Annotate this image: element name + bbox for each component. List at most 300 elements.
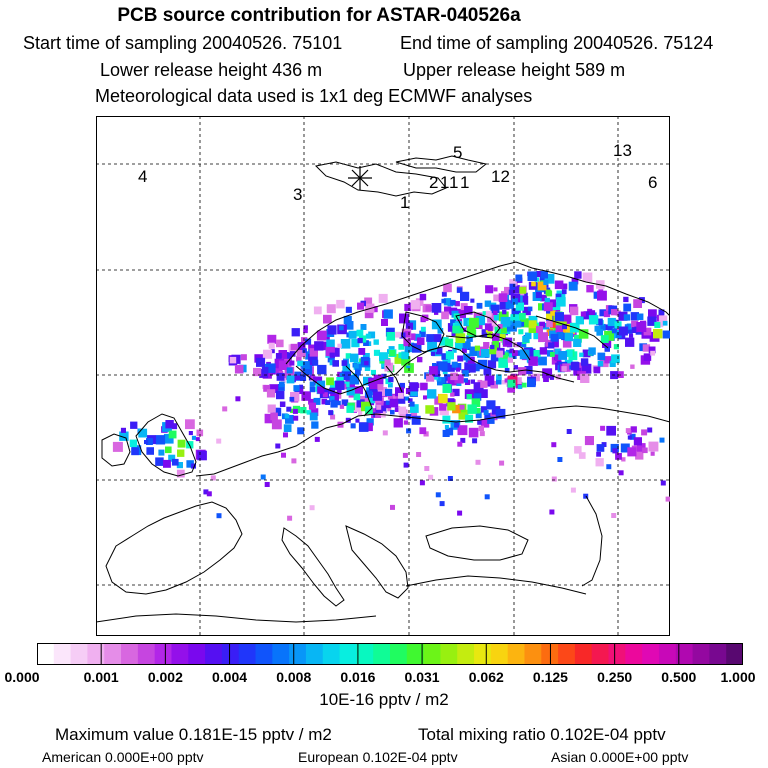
concentration-cell [481, 349, 490, 358]
concentration-cell [398, 393, 404, 399]
concentration-cell [428, 475, 433, 480]
concentration-cell [371, 370, 376, 375]
end-time-label: End time of sampling [400, 33, 569, 53]
concentration-cell [394, 418, 403, 427]
colorbar-tick-label: 0.062 [468, 669, 504, 685]
concentration-cell [457, 511, 462, 516]
concentration-cell [291, 344, 298, 351]
upper-release-height [403, 60, 625, 81]
concentration-cell [636, 322, 646, 332]
concentration-cell [425, 405, 434, 414]
concentration-cell [445, 425, 449, 429]
concentration-cell [256, 358, 265, 367]
concentration-cell [314, 307, 322, 315]
concentration-cell [596, 329, 603, 336]
concentration-cell [331, 400, 335, 404]
concentration-cell [615, 453, 622, 460]
concentration-cell [600, 426, 605, 431]
concentration-cell [441, 312, 449, 320]
colorbar-cell [289, 643, 306, 665]
colorbar-cell [356, 643, 373, 665]
concentration-cell [471, 380, 475, 384]
concentration-cell [379, 294, 388, 303]
concentration-cell [531, 282, 536, 287]
concentration-cell [358, 412, 362, 416]
concentration-cell [355, 419, 359, 423]
concentration-cell [405, 397, 409, 401]
concentration-cell [421, 327, 426, 332]
concentration-cell [666, 497, 670, 502]
colorbar-cell [457, 643, 474, 665]
concentration-cell [623, 297, 628, 302]
concentration-cell [486, 311, 492, 317]
colorbar-tick-label: 0.031 [404, 669, 440, 685]
concentration-cell [476, 460, 481, 465]
concentration-cell [446, 351, 454, 359]
map-label: 1 [400, 193, 410, 212]
concentration-cell [467, 404, 477, 414]
concentration-cell [597, 444, 605, 452]
footprint-map [96, 116, 670, 636]
concentration-cell [424, 466, 429, 471]
concentration-cell [644, 353, 652, 361]
concentration-cell [452, 326, 460, 334]
colorbar-cell [541, 643, 558, 665]
concentration-cell [410, 402, 415, 407]
concentration-cell [663, 331, 670, 339]
concentration-cell [326, 377, 334, 385]
concentration-cell [192, 436, 196, 440]
concentration-cell [267, 335, 276, 344]
colorbar-tick-label: 0.000 [4, 669, 40, 685]
concentration-cell [350, 354, 359, 363]
concentration-cell [270, 413, 278, 421]
colorbar-cell [508, 643, 525, 665]
concentration-cell [357, 303, 364, 310]
concentration-cell [398, 407, 406, 415]
concentration-cell [527, 378, 536, 387]
concentration-cell [540, 347, 547, 354]
concentration-cell [630, 365, 634, 369]
concentration-cell [480, 381, 487, 388]
concentration-cell [165, 420, 173, 428]
concentration-cell [403, 339, 411, 347]
concentration-cell [475, 346, 480, 351]
concentration-cell [469, 318, 479, 328]
european-contribution [298, 749, 458, 765]
concentration-cell [456, 368, 460, 372]
concentration-cell [606, 464, 611, 469]
concentration-cell [484, 410, 489, 415]
concentration-cell [427, 389, 436, 398]
concentration-cell [310, 413, 318, 421]
concentration-cell [612, 448, 617, 453]
concentration-cell [293, 409, 298, 414]
colorbar-cell [642, 643, 659, 665]
map-label: 1 [449, 173, 459, 192]
concentration-cell [297, 361, 303, 367]
concentration-cell [417, 337, 425, 345]
colorbar-cell [37, 643, 54, 665]
concentration-cell [113, 442, 123, 452]
concentration-cell [309, 403, 316, 410]
maximum-value-label: Maximum value [55, 725, 175, 744]
concentration-cell [357, 330, 364, 337]
concentration-cell [570, 307, 579, 316]
colorbar-cell [306, 643, 323, 665]
concentration-cell [351, 423, 356, 428]
concentration-cell [364, 361, 368, 365]
colorbar-cell [440, 643, 457, 665]
concentration-cell [551, 334, 559, 342]
concentration-cell [293, 385, 299, 391]
concentration-cell [479, 426, 484, 431]
concentration-cell [416, 452, 421, 457]
concentration-cell [336, 401, 340, 405]
concentration-cell [491, 305, 497, 311]
concentration-cell [528, 271, 538, 281]
concentration-cell [293, 416, 298, 421]
concentration-cell [619, 327, 628, 336]
concentration-cell [197, 451, 207, 461]
concentration-cell [625, 338, 634, 347]
concentration-cell [342, 360, 348, 366]
concentration-cell [457, 442, 462, 447]
concentration-cell [163, 460, 171, 468]
concentration-cell [544, 302, 553, 311]
concentration-cell [470, 299, 474, 303]
concentration-cell [498, 358, 508, 368]
colorbar-units: 10E-16 pptv / m2 [319, 690, 449, 709]
map-label: 4 [138, 167, 148, 186]
colorbar-cell [121, 643, 138, 665]
maximum-value [55, 725, 332, 745]
colorbar-cell [340, 643, 357, 665]
concentration-cell [346, 307, 352, 313]
concentration-cell [398, 344, 404, 350]
concentration-cell [290, 397, 295, 402]
concentration-cell [574, 271, 581, 278]
concentration-cell [287, 376, 295, 384]
concentration-cell [496, 351, 503, 358]
concentration-cell [385, 359, 391, 365]
concentration-cell [519, 313, 526, 320]
concentration-cell [241, 354, 247, 360]
concentration-cell [386, 332, 395, 341]
colorbar [37, 643, 743, 665]
concentration-cell [285, 414, 290, 419]
concentration-cell [611, 309, 617, 315]
concentration-cell [373, 392, 382, 401]
concentration-cell [543, 376, 549, 382]
concentration-cell [581, 358, 588, 365]
concentration-cell [272, 419, 282, 429]
map-label: 1 [440, 173, 450, 192]
concentration-cell [469, 428, 479, 438]
concentration-cell [641, 429, 647, 435]
concentration-cell [325, 400, 330, 405]
start-time-label: Start time of sampling [23, 33, 198, 53]
european-label: European [298, 749, 359, 765]
concentration-cell [341, 339, 351, 349]
concentration-cell [556, 297, 566, 307]
colorbar-cell [592, 643, 609, 665]
colorbar-tick-label: 0.125 [532, 669, 568, 685]
end-time-value: 20040526. 75124 [573, 33, 714, 53]
concentration-cell [454, 423, 459, 428]
colorbar-cell [373, 643, 390, 665]
map-label: 13 [613, 141, 632, 160]
concentration-cell [420, 294, 427, 301]
concentration-cell [172, 459, 179, 466]
concentration-cell [346, 406, 353, 413]
concentration-cell [409, 383, 418, 392]
colorbar-cell [625, 643, 642, 665]
concentration-cell [417, 357, 422, 362]
total-mixing-ratio-number: 0.102E-04 pptv [550, 725, 666, 744]
concentration-cell [634, 437, 642, 445]
concentration-cell [514, 321, 521, 328]
concentration-cell [311, 421, 318, 428]
concentration-cell [286, 407, 291, 412]
concentration-cell [477, 420, 481, 424]
concentration-cell [571, 362, 579, 370]
upper-release-label: Upper release height [403, 60, 571, 80]
concentration-cell [649, 442, 659, 452]
colorbar-cell [575, 643, 592, 665]
concentration-cell [660, 438, 665, 443]
concentration-cell [548, 342, 554, 348]
concentration-cell [235, 365, 244, 374]
concentration-cell [339, 326, 344, 331]
colorbar-cell [474, 643, 491, 665]
concentration-cell [420, 383, 428, 391]
concentration-cell [485, 323, 492, 330]
concentration-cell [431, 352, 435, 356]
american-value: 0.000E+00 pptv [105, 749, 204, 765]
colorbar-cell [104, 643, 121, 665]
concentration-cell [549, 510, 554, 515]
concentration-cell [583, 273, 593, 283]
concentration-cell [390, 505, 395, 510]
concentration-cell [404, 420, 408, 424]
concentration-cell [189, 431, 193, 435]
concentration-cell [289, 361, 294, 366]
concentration-cell [543, 280, 548, 285]
concentration-cell [317, 331, 327, 341]
concentration-cell [629, 334, 633, 338]
concentration-cell [315, 437, 320, 442]
colorbar-tick-label: 0.016 [340, 669, 376, 685]
concentration-cell [477, 303, 483, 309]
concentration-cell [456, 333, 466, 343]
concentration-cell [528, 307, 533, 312]
concentration-cell [485, 494, 490, 499]
concentration-cell [177, 450, 184, 457]
concentration-cell [555, 281, 564, 290]
concentration-cell [207, 491, 212, 496]
concentration-cell [450, 373, 458, 381]
map-label: 5 [453, 143, 463, 162]
concentration-cell [281, 453, 286, 458]
concentration-cell [502, 310, 506, 314]
concentration-cell [493, 311, 497, 315]
concentration-cell [556, 325, 563, 332]
concentration-cell [395, 332, 401, 338]
concentration-cell [196, 437, 200, 441]
concentration-cell [314, 341, 323, 350]
concentration-cell [499, 293, 508, 302]
concentration-cell [269, 343, 275, 349]
concentration-cell [663, 321, 668, 326]
concentration-cell [403, 453, 408, 458]
concentration-cell [611, 354, 620, 363]
concentration-cell [337, 344, 341, 348]
concentration-cell [515, 275, 522, 282]
concentration-cell [596, 458, 604, 466]
concentration-cell [438, 361, 447, 370]
concentration-cell [327, 307, 332, 312]
concentration-cell [340, 405, 344, 409]
concentration-cell [302, 361, 310, 369]
european-value: 0.102E-04 pptv [362, 749, 458, 765]
concentration-cell [546, 291, 552, 297]
concentration-cell [310, 387, 316, 393]
concentration-cell [261, 475, 266, 480]
concentration-cell [336, 300, 345, 309]
concentration-cell [332, 360, 339, 367]
concentration-cell [551, 442, 556, 447]
concentration-cell [401, 352, 409, 360]
concentration-cell [276, 391, 284, 399]
concentration-cell [597, 291, 607, 301]
maximum-value-number: 0.181E-15 pptv / m2 [178, 725, 332, 744]
concentration-cell [439, 394, 448, 403]
concentration-cell [404, 463, 409, 468]
concentration-cell [651, 452, 655, 456]
colorbar-tick-label: 0.250 [597, 669, 633, 685]
concentration-cell [165, 447, 172, 454]
concentration-cell [404, 304, 411, 311]
concentration-cell [358, 338, 363, 343]
concentration-cell [287, 367, 293, 373]
concentration-cell [262, 367, 269, 374]
concentration-cell [633, 299, 642, 308]
concentration-cell [299, 385, 303, 389]
concentration-cell [534, 350, 541, 357]
concentration-cell [310, 382, 315, 387]
concentration-cell [550, 352, 555, 357]
colorbar-tick-label: 0.002 [147, 669, 183, 685]
concentration-cell [505, 338, 512, 345]
concentration-cell [569, 282, 578, 291]
concentration-cell [432, 303, 442, 313]
concentration-cell [426, 305, 432, 311]
concentration-cell [562, 289, 567, 294]
concentration-cell [508, 358, 513, 363]
concentration-cell [523, 336, 529, 342]
concentration-cell [637, 314, 644, 321]
concentration-cell [452, 362, 458, 368]
colorbar-cell [205, 643, 222, 665]
concentration-cell [436, 492, 441, 497]
concentration-cell [598, 353, 606, 361]
colorbar-tick-label: 0.004 [212, 669, 248, 685]
concentration-cell [312, 360, 318, 366]
colorbar-cell [188, 643, 205, 665]
colorbar-tick-label: 0.008 [276, 669, 312, 685]
concentration-cell [457, 356, 463, 362]
total-mixing-ratio-label: Total mixing ratio [418, 725, 546, 744]
concentration-cell [585, 436, 594, 445]
concentration-cell [235, 396, 240, 401]
concentration-cell [302, 348, 307, 353]
concentration-cell [354, 364, 359, 369]
concentration-cell [486, 400, 495, 409]
concentration-cell [567, 429, 572, 434]
concentration-cell [480, 431, 485, 436]
concentration-cell [561, 366, 566, 371]
concentration-cell [169, 431, 177, 439]
colorbar-cell [222, 643, 239, 665]
concentration-cell [588, 347, 595, 354]
concentration-cell [384, 309, 393, 318]
concentration-cell [155, 457, 164, 466]
total-mixing-ratio [418, 725, 666, 745]
concentration-cell [546, 321, 553, 328]
concentration-cell [146, 447, 154, 455]
concentration-cell [350, 375, 359, 384]
start-time [23, 33, 342, 54]
concentration-cell [579, 353, 583, 357]
concentration-cell [277, 373, 285, 381]
concentration-cell [381, 319, 388, 326]
concentration-cell [442, 416, 450, 424]
american-label: American [42, 749, 102, 765]
concentration-cell [130, 422, 137, 429]
concentration-cell [429, 366, 438, 375]
concentration-cell [439, 404, 446, 411]
colorbar-cell [524, 643, 541, 665]
concentration-cell [460, 292, 469, 301]
concentration-cell [276, 340, 284, 348]
colorbar-cell [407, 643, 424, 665]
concentration-cell [654, 322, 660, 328]
concentration-cell [420, 480, 425, 485]
concentration-cell [300, 375, 306, 381]
concentration-cell [536, 292, 542, 298]
american-contribution [42, 749, 204, 765]
concentration-cell [478, 360, 487, 369]
concentration-cell [265, 482, 270, 487]
concentration-cell [550, 310, 555, 315]
colorbar-cell [138, 643, 155, 665]
concentration-cell [611, 513, 616, 518]
concentration-cell [349, 331, 357, 339]
lower-release-label: Lower release height [100, 60, 268, 80]
concentration-cell [300, 407, 306, 413]
colorbar-cell [171, 643, 188, 665]
concentration-cell [447, 402, 455, 410]
concentration-cell [555, 312, 564, 321]
concentration-cell [390, 399, 399, 408]
concentration-cell [390, 410, 395, 415]
concentration-cell [450, 300, 456, 306]
concentration-cell [327, 325, 336, 334]
concentration-cell [529, 320, 537, 328]
concentration-cell [441, 299, 446, 304]
concentration-cell [558, 351, 567, 360]
